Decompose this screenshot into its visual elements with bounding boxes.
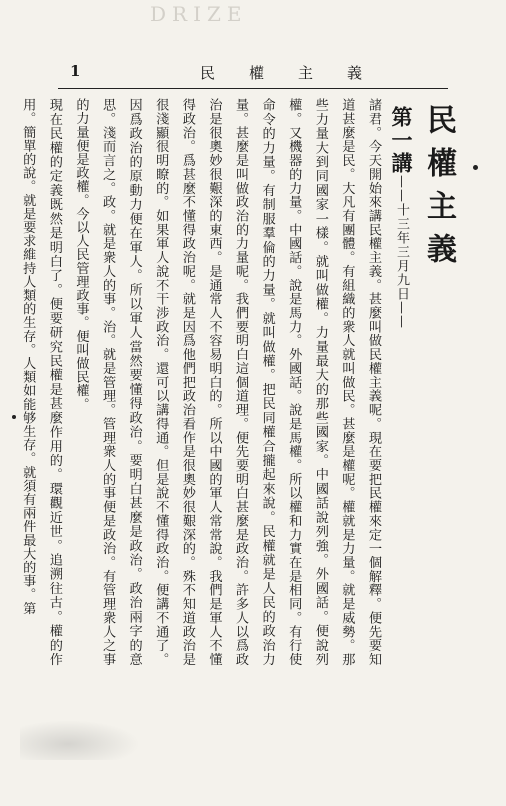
lecture-heading-line <box>386 98 416 666</box>
paragraph-1: 諸君。今天開始來講民權主義。甚麼叫做民權主義呢。現在要把民權來定一個解釋。便先要知道甚麼是民。大凡有團體。有組織的衆人就叫做民。甚麼是權呢。權就是力量。就是威勢。那些力量大到同國家一樣。就叫做權。力量最大的那些國家。中國話說列強。外國話。便說列權。又機器的力量。中國話。說是馬力。外國話。說是馬權。所以權和力實在是相同。有行使命令的力量。有制服羣倫的力量。就叫做權。把民同權合攏起來說。民權就是人民的政治力量。甚麼是叫做政治的力量呢。我們要明白這個道理。便先要明白甚麼是政治。許多人以爲政治是很奧妙很艱深的東西。是通常人不容易明白的。所以中國的軍人常常說。我們是軍人不懂得政治。爲甚麼不懂得政治呢。就是因爲他們把政治看作是很奧妙很艱深的。殊不知道政治是很淺顯很明瞭的。如果軍人說不干涉政治。還可以講得通。但是說不懂得政治。便講不通了。因爲政治的原動力便在軍人。所以軍人當然要懂得政治。要明白甚麼是政治。政治兩字的意思。淺而言之。政。就是衆人的事。治。就是管理。管理衆人的事便是政治。有管理衆人之事的力量便是政權。今以人民管理政事。便叫做民權。 <box>73 98 381 666</box>
paragraph-2: 現在民權的定義既然是明白了。便要研究民權是甚麼作用的。環觀近世。追溯往古。權的作用。簡單的說。就是要求維持人類的生存。人類如能够生存。就須有兩件最大的事。第 <box>20 98 62 666</box>
page-number: 1 <box>70 62 81 80</box>
ink-speck <box>12 415 16 419</box>
scan-smudge <box>20 720 140 760</box>
library-stamp: DRIZE <box>150 2 248 26</box>
vertical-text-body <box>20 98 460 666</box>
lecture-heading: 第一講 <box>389 106 414 175</box>
running-title: 民權主義 <box>200 64 397 82</box>
running-header <box>70 62 444 86</box>
page-title: 民權主義 <box>421 104 456 276</box>
lecture-date: ——十三年三月九日—— <box>394 175 409 329</box>
header-rule <box>58 88 448 89</box>
ink-speck <box>473 165 478 170</box>
